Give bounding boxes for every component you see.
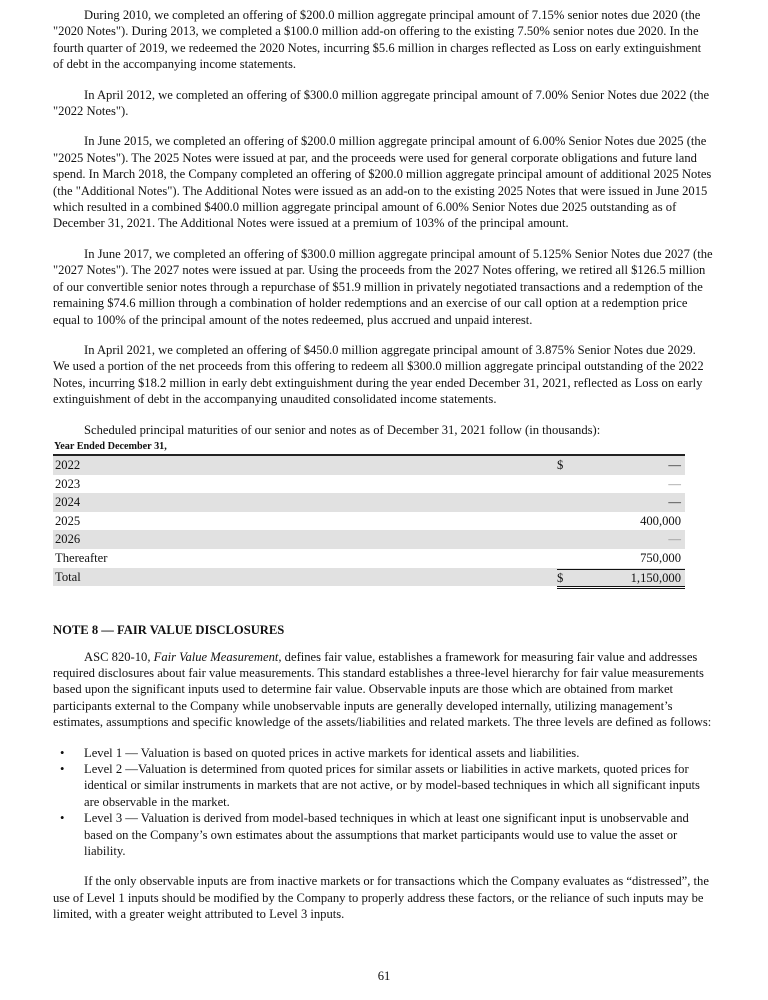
table-row [53,549,685,568]
level-text: Level 1 — Valuation is based on quoted prices in active markets for identical assets and liabilities. [84,745,580,760]
total-label: Total [55,569,81,584]
row-currency: $ [557,457,564,472]
paragraph-2025-notes: In June 2015, we completed an offering of $200.0 million aggregate principal amount of 6.00% Senior Notes due 2025 (the "2025 Notes"). The 2025 Notes were issued at par, and the proceeds were used for general corporate obligations and future land spend. In March 2018, the Company completed an offering of $200.0 million aggregate principal amount of additional 2025 Notes (the "Additional Notes"). The Additional Notes were issued as an add-on to the existing 2025 Notes that were issued in June 2015 which resulted in a combined $400.0 million aggregate principal amount of 6.00% Senior Notes due 2025 outstanding as of December 31, 2021. The Additional Notes were issued at a premium of 103% of the principal amount. [53,134,712,231]
level-2-item [53,761,713,810]
bullet-icon: • [60,745,65,760]
paragraph-2022-notes: In April 2012, we completed an offering of $300.0 million aggregate principal amount of 7.00% Senior Notes due 2022 (the "2022 Notes"). [53,87,710,119]
intro-rest: defines fair value, establishes a framework for measuring fair value and addresses required disclosures about fair value measurements. This standard establishes a three-level hierarchy for fair value measurements based upon the significant inputs used to determine fair value. Observable inputs are those which are obtained from market participants external to the Company while unobservable inputs are generally developed internally, utilizing management’s estimates, assumptions and specific knowledge of the assets/liabilities and related markets. The three levels are defined as follows: [53,649,712,730]
paragraph-2029-notes: In April 2021, we completed an offering of $450.0 million aggregate principal amount of 3.875% Senior Notes due 2029. We used a portion of the net proceeds from this offering to redeem all $300.0 million aggregate principal outstanding of the 2022 Notes, incurring $18.2 million in early debt extinguishment during the year ended December 31, 2021, reflected as Loss on early extinguishment of debt in the accompanying unaudited consolidated income statements. [53,342,704,407]
row-label: 2026 [55,532,81,547]
row-label: 2024 [55,495,81,510]
row-value: — [668,457,681,472]
page-number: 61 [377,969,391,983]
table-row [53,456,685,475]
row-value: — [668,495,681,510]
table-row [53,512,685,531]
note-8-intro [53,649,713,731]
level-text: Level 2 —Valuation is determined from quoted prices for similar assets or liabilities in active markets, quoted prices for identical or similar instruments in markets that are not active, or by model-based techniques in which all significant inputs are observable in the market. [84,761,700,809]
table-row [53,530,685,549]
row-label: 2025 [55,513,81,528]
bullet-icon: • [60,761,65,776]
row-label: 2022 [55,457,81,472]
row-currency [557,530,581,549]
row-currency [557,475,581,494]
table-header: Year Ended December 31, [53,440,685,456]
note-8-closing: If the only observable inputs are from inactive markets or for transactions which the Company evaluates as “distressed”, the use of Level 1 inputs should be modified by the Company to properly address these factors, or the reliance of such inputs may be limited, with a greater weight attributed to Level 3 inputs. [53,874,709,922]
row-label: Thereafter [55,550,108,565]
table-row [53,475,685,494]
row-value: 400,000 [640,513,681,528]
row-currency [557,549,581,568]
level-1-item [53,745,713,761]
bullet-icon: • [60,811,65,826]
level-text: Level 3 — Valuation is derived from model-based techniques in which at least one significant input is unobservable and based on the Company’s own estimates about the assumptions that market participants would use to value the asset or liability. [84,811,689,858]
table-total-row [53,568,685,587]
table-row [53,493,685,512]
note-8-heading: NOTE 8 — FAIR VALUE DISCLOSURES [53,623,285,638]
total-currency: $ [557,570,564,585]
paragraph-maturities-intro: Scheduled principal maturities of our senior and notes as of December 31, 2021 follow (in thousands): [84,422,601,437]
row-label: 2023 [55,476,81,491]
paragraph-2020-notes: During 2010, we completed an offering of $200.0 million aggregate principal amount of 7.15% senior notes due 2020 (the "2020 Notes"). During 2013, we completed a $100.0 million add-on offering to the existing 7.50% senior notes due 2020. In the fourth quarter of 2019, we redeemed the 2020 Notes, incurring $5.6 million in charges reflected as Loss on early extinguishment of debt in the accompanying income statements. [53,8,702,72]
row-currency [557,493,581,512]
intro-prefix: ASC 820-10, [84,649,154,664]
total-amount-cell [557,569,685,589]
document-page [53,7,713,937]
row-value: 750,000 [640,550,681,565]
level-3-item [53,810,713,859]
intro-italic-term: Fair Value Measurement, [153,649,282,664]
row-currency [557,512,581,531]
fair-value-levels-list [53,745,713,860]
maturities-table [53,440,685,586]
row-value: — [668,532,681,547]
paragraph-2027-notes: In June 2017, we completed an offering of $300.0 million aggregate principal amount of 5.125% Senior Notes due 2027 (the "2027 Notes"). The 2027 notes were issued at par. Using the proceeds from the 2027 Notes offering, we retired all $126.5 million of our convertible senior notes through a repurchase of $51.9 million in privately negotiated transactions and a redemption of the remaining $74.6 million through a combination of holder redemptions and an exercise of our call option at a redemption price equal to 100% of the principal amount of the notes redeemed, plus accrued and unpaid interest. [53,246,713,327]
total-value: 1,150,000 [630,570,681,585]
row-value: — [668,476,681,491]
